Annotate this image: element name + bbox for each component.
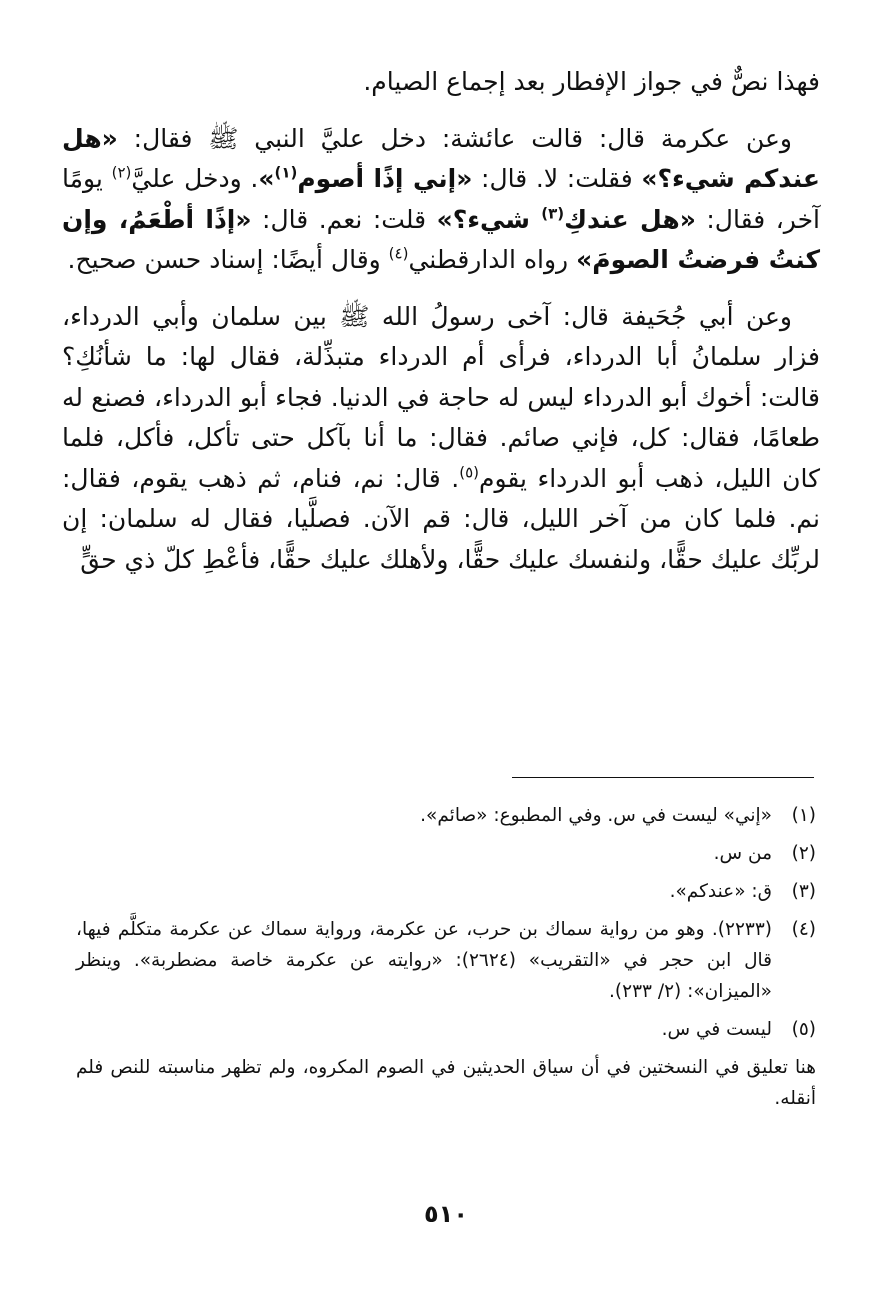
quote-3-text: «هل عندكِ [564, 204, 696, 234]
footnote-item [76, 800, 816, 831]
footnote-item [76, 914, 816, 1007]
footnote-text: من س. [713, 843, 772, 864]
page-number: ٥١٠ [424, 1200, 468, 1228]
paragraph-1: فهذا نصٌّ في جواز الإفطار بعد إجماع الصيام. [363, 67, 820, 96]
footnote-ref-3: (٣) [541, 204, 565, 223]
quote-3-end: شيء؟» [436, 204, 542, 234]
footnote-editor-note: هنا تعليق في النسختين في أن سياق الحديثين في الصوم المكروه، ولم تظهر مناسبته للنص فلم أنقله. [76, 1057, 816, 1109]
footnote-item [76, 876, 816, 907]
p2-text-f: رواه الدارقطني [408, 245, 577, 274]
footnote-number: (١) [791, 805, 816, 826]
footnote-text: ليست في س. [661, 1019, 772, 1040]
quote-3 [437, 205, 696, 234]
quote-1: «هل عندكم شيء؟» [62, 123, 820, 193]
footnote-text: «إني» ليست في س. وفي المطبوع: «صائم». [420, 805, 772, 826]
footnote-number: (٣) [791, 881, 816, 902]
p2-text-g: وقال أيضًا: إسناد حسن صحيح. [67, 245, 389, 274]
footnote-text: (٢٢٣٣). وهو من رواية سماك بن حرب، عن عكرمة، ورواية سماك عن عكرمة متكلَّم فيها، قال ابن حجر في «التقريب» (٢٦٢٤): «روايته عن عكرمة خاصة مضطربة». وينظر «الميزان»: (٢/ ٢٣٣). [76, 919, 772, 1002]
page-body [62, 62, 820, 596]
p2-text-e: قلت: نعم. قال: [251, 204, 437, 234]
quote-4: «إذًا أطْعَمُ، وإن كنتُ فرضتُ الصومَ» [62, 204, 820, 274]
footnote-number: (٥) [791, 1019, 816, 1040]
main-text [62, 62, 820, 580]
p2-text-b: فقلت: لا. قال: [472, 164, 642, 193]
footnote-ref-5: (٥) [459, 463, 479, 482]
p2-text-c: . ودخل عليَّ [131, 164, 259, 193]
footnote-ref-4: (٤) [388, 244, 409, 263]
footnote-text: ق: «عندكم». [669, 881, 772, 902]
p2-text-a: وعن عكرمة قال: قالت عائشة: دخل عليَّ النبي ﷺ فقال: [117, 123, 792, 153]
footnote-ref-1: (١) [274, 163, 298, 182]
p2-text-d: يومًا آخر، فقال: [62, 164, 820, 234]
quote-2-close: » [258, 164, 275, 193]
footnote-number: (٢) [791, 843, 816, 864]
p3-text-b: . قال: نم، فنام، ثم ذهب يقوم، فقال: نم. فلما كان من آخر الليل، قال: قم الآن. فصلَّيا، فقال له سلمان: إن لربِّك عليك حقًّا، ولنفسك عليك حقًّا، ولأهلك عليك حقًّا، فأعْطِ كلّ ذي حقٍّ [62, 463, 820, 574]
p3-text-a: وعن أبي جُحَيفة قال: آخى رسولُ الله ﷺ بين سلمان وأبي الدرداء، فزار سلمانُ أبا الدرداء، فرأى أم الدرداء متبذِّلة، فقال لها: ما شأنُكِ؟ قالت: أخوك أبو الدرداء ليس له حاجة في الدنيا. فجاء أبو الدرداء، فصنع له طعامًا، فقال: كل، فإني صائم. فقال: ما أنا بآكل حتى تأكل، فأكل، فلما كان الليل، ذهب أبو الدرداء يقوم [62, 301, 820, 493]
paragraph-2 [62, 119, 820, 281]
footnotes [76, 800, 816, 1114]
footnote-separator [512, 777, 814, 778]
footnote-item [76, 838, 816, 869]
footnote-item [76, 1014, 816, 1045]
quote-2-text: «إني إذًا أصوم [297, 164, 473, 193]
footnote-ref-2: (٢) [111, 163, 132, 182]
footnote-number: (٤) [791, 919, 816, 940]
quote-2 [258, 164, 472, 193]
paragraph-3 [62, 297, 820, 581]
